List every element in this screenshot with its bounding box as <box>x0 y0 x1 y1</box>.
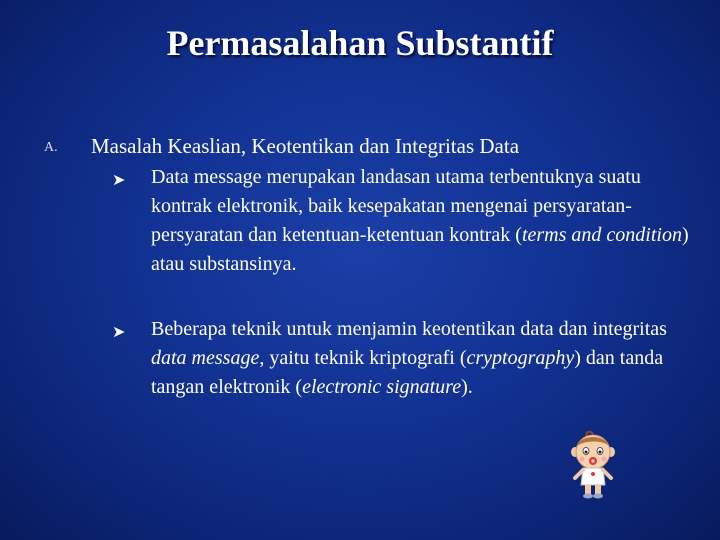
section-heading: Masalah Keaslian, Keotentikan dan Integritas Data <box>91 134 520 158</box>
bullet-text <box>151 163 696 279</box>
arrow-bullet-icon: ➤ <box>112 324 126 341</box>
bullet-text-run: ). <box>461 376 473 398</box>
bullet-text-run: ) atau substansinya. <box>151 224 689 275</box>
bullet-text-italic: cryptography <box>466 347 575 369</box>
arrow-bullet-icon: ➤ <box>112 172 126 189</box>
slide-title: Permasalahan Substantif <box>166 23 554 63</box>
cartoon-baby-icon <box>563 430 623 500</box>
list-marker: A. <box>44 140 58 155</box>
bullet-text-run: Data message merupakan landasan utama terbentuknya suatu kontrak elektronik, baik kesepakatan mengenai persyaratan-persyaratan dan ketentuan-ketentuan kontrak ( <box>151 166 641 246</box>
bullet-text-italic: electronic signature <box>302 376 462 398</box>
bullet-text-italic: data message <box>151 347 260 369</box>
bullet-text-run: ) dan tanda tangan elektronik ( <box>151 347 664 398</box>
bullet-text <box>151 315 696 402</box>
bullet-text-run: Beberapa teknik untuk menjamin keotentikan data dan integritas <box>151 318 667 340</box>
bullet-text-run: , yaitu teknik kriptografi ( <box>259 347 467 369</box>
bullet-text-italic: terms and condition <box>521 224 682 246</box>
